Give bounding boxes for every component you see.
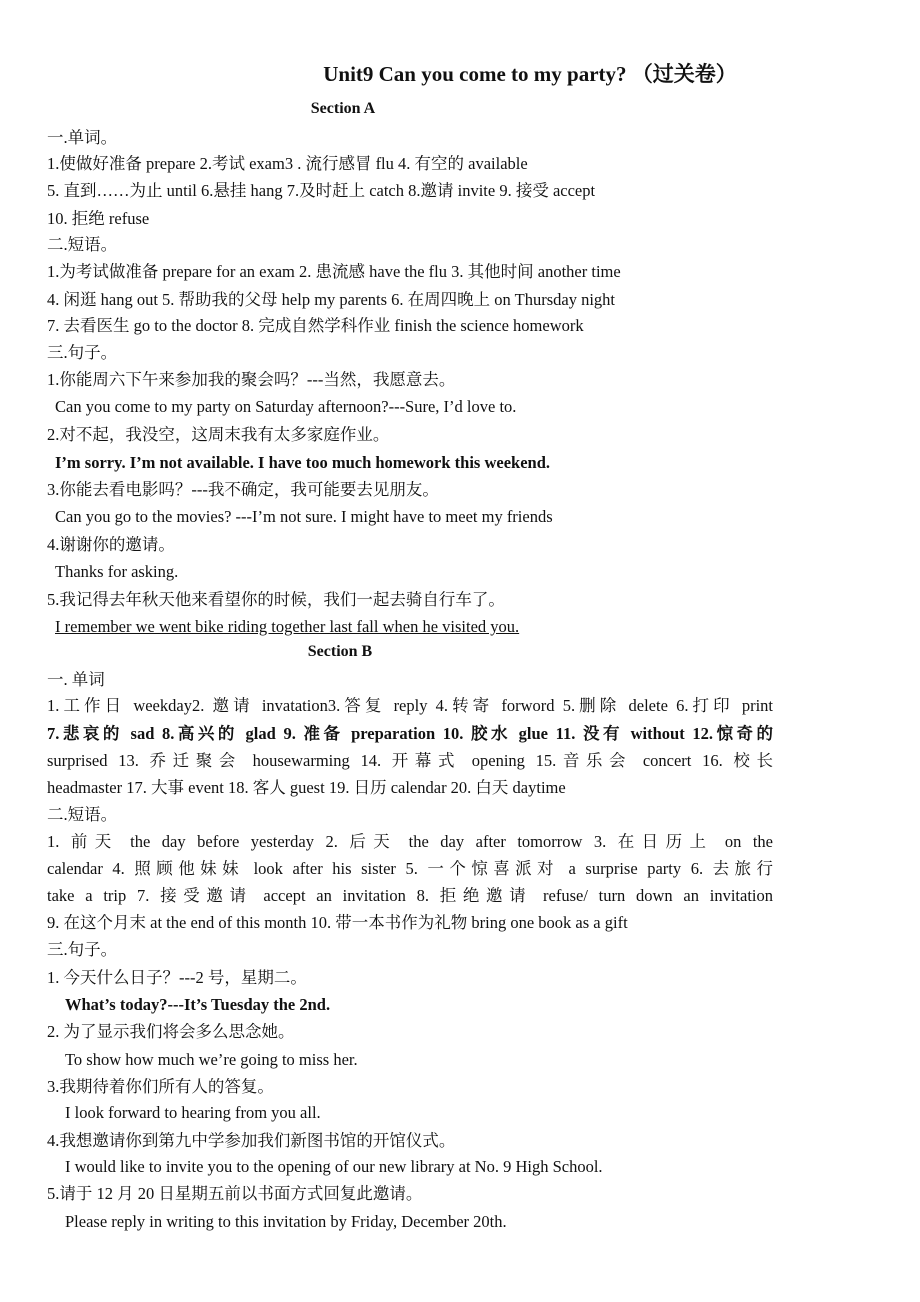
sentence-en: Please reply in writing to this invitation by Friday, December 20th. (65, 1212, 507, 1231)
section-a-words-heading: 一.单词。 (47, 128, 118, 147)
word-line: headmaster 17. 大事 event 18. 客人 guest 19. 日历 calendar 20. 白天 daytime (47, 778, 566, 797)
sentence-cn: 3.我期待着你们所有人的答复。 (47, 1077, 274, 1096)
sentence-en: Thanks for asking. (55, 562, 179, 581)
page-title (0, 58, 920, 88)
sentence-en: I would like to invite you to the opening of our new library at No. 9 High School. (65, 1157, 603, 1176)
section-b-sentences-heading: 三.句子。 (47, 940, 118, 959)
sentence-en: I remember we went bike riding together last fall when he visited you. (55, 617, 520, 636)
word-line: 10. 拒绝 refuse (47, 209, 150, 228)
sentence-en: Can you come to my party on Saturday afternoon?---Sure, I’d love to. (55, 397, 517, 416)
phrase-line: 1. 前天 the day before yesterday 2. 后天 the day after tomorrow 3. 在日历上 on the (47, 832, 773, 851)
section-b-heading: Section B (307, 643, 373, 660)
word-line: 1.使做好准备 prepare 2.考试 exam3 . 流行感冒 flu 4. 有空的 available (47, 154, 528, 173)
title-text: Unit9 Can you come to my party? （过关卷） (323, 62, 737, 86)
section-a-heading: Section A (310, 100, 376, 117)
sentence-cn: 3.你能去看电影吗？---我不确定，我可能要去见朋友。 (47, 480, 439, 499)
word-line: 5. 直到……为止 until 6.悬挂 hang 7.及时赶上 catch 8.邀请 invite 9. 接受 accept (47, 181, 596, 200)
sentence-cn: 1. 今天什么日子？---2 号，星期二。 (47, 968, 307, 987)
word-line: surprised 13. 乔迁聚会 housewarming 14. 开幕式 opening 15.音乐会 concert 16. 校长 (47, 751, 773, 770)
sentence-en: Can you go to the movies? ---I’m not sure. I might have to meet my friends (55, 507, 553, 526)
sentence-cn: 2. 为了显示我们将会多么思念她。 (47, 1022, 295, 1041)
section-a-phrases-heading: 二.短语。 (47, 235, 118, 254)
sentence-cn: 2.对不起，我没空，这周末我有太多家庭作业。 (47, 425, 390, 444)
phrase-line: 7. 去看医生 go to the doctor 8. 完成自然学科作业 finish the science homework (47, 316, 584, 335)
sentence-en: I look forward to hearing from you all. (65, 1103, 321, 1122)
sentence-en: To show how much we’re going to miss her. (65, 1050, 358, 1069)
sentence-cn: 4.我想邀请你到第九中学参加我们新图书馆的开馆仪式。 (47, 1131, 456, 1150)
section-a-sentences-heading: 三.句子。 (47, 343, 118, 362)
phrase-line: 4. 闲逛 hang out 5. 帮助我的父母 help my parents 6. 在周四晚上 on Thursday night (47, 290, 615, 309)
section-b-words-heading: 一. 单词 (47, 670, 105, 689)
word-line: 1.工作日 weekday2. 邀请 invatation3.答复 reply 4.转寄 forword 5.删除 delete 6.打印 print (47, 696, 773, 715)
sentence-cn: 5.请于 12 月 20 日星期五前以书面方式回复此邀请。 (47, 1184, 423, 1203)
phrase-line: 1.为考试做准备 prepare for an exam 2. 患流感 have the flu 3. 其他时间 another time (47, 262, 621, 281)
phrase-line: 9. 在这个月末 at the end of this month 10. 带一本书作为礼物 bring one book as a gift (47, 913, 628, 932)
sentence-cn: 1.你能周六下午来参加我的聚会吗？---当然，我愿意去。 (47, 370, 456, 389)
phrase-line: take a trip 7. 接受邀请 accept an invitation 8. 拒绝邀请 refuse/ turn down an invitation (47, 886, 773, 905)
sentence-cn: 5.我记得去年秋天他来看望你的时候，我们一起去骑自行车了。 (47, 590, 505, 609)
sentence-en: What’s today?---It’s Tuesday the 2nd. (65, 995, 331, 1014)
word-line: 7.悲哀的 sad 8.高兴的 glad 9. 准备 preparation 10. 胶水 glue 11. 没有 without 12.惊奇的 (47, 724, 773, 743)
phrase-line: calendar 4. 照顾他妹妹 look after his sister 5. 一个惊喜派对 a surprise party 6. 去旅行 (47, 859, 773, 878)
sentence-cn: 4.谢谢你的邀请。 (47, 535, 175, 554)
sentence-en: I’m sorry. I’m not available. I have too much homework this weekend. (55, 453, 550, 472)
section-b-phrases-heading: 二.短语。 (47, 805, 118, 824)
